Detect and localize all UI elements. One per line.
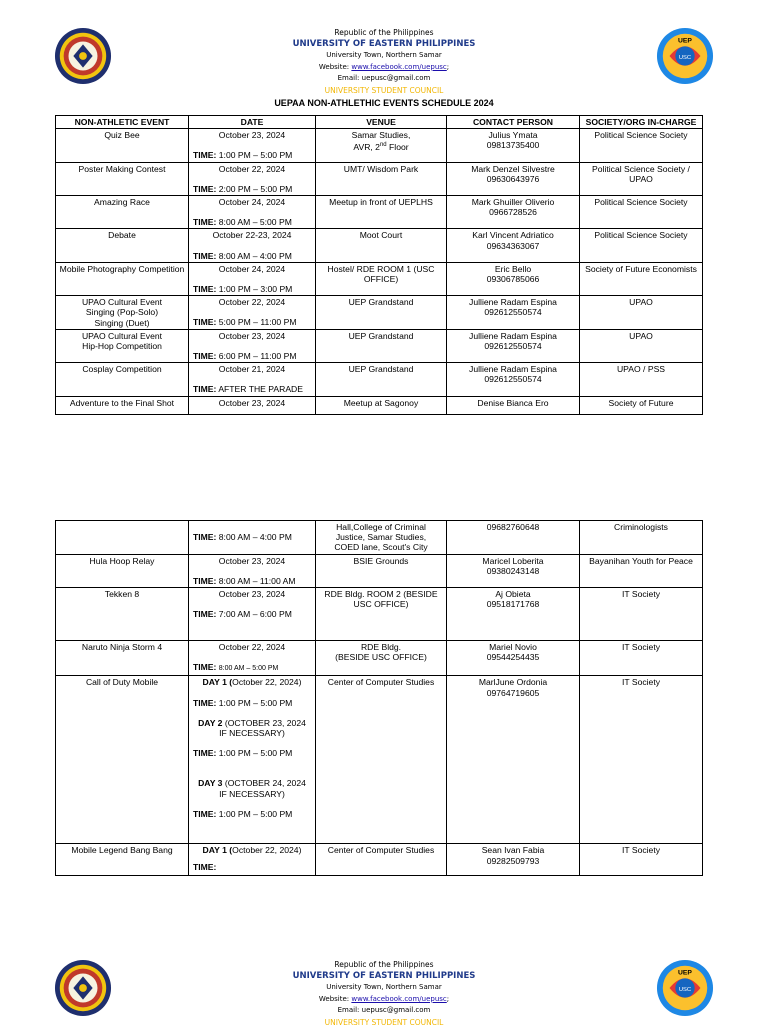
event-cell: Debate xyxy=(56,229,189,262)
letterhead-repeat xyxy=(0,959,768,1028)
org-cell: IT Society xyxy=(580,641,703,676)
venue-cell: Hall,College of Criminal Justice, Samar Studies, COED lane, Scout's City xyxy=(316,521,447,555)
contact-cell: Mark Ghuiller Oliverio 0966728526 xyxy=(447,196,580,229)
org-cell: UPAO / PSS xyxy=(580,363,703,396)
org-cell: Society of Future Economists xyxy=(580,262,703,295)
event-cell: Mobile Legend Bang Bang xyxy=(56,844,189,876)
venue-cell: Meetup at Sagonoy xyxy=(316,396,447,414)
contact-cell: Karl Vincent Adriatico 09634363067 xyxy=(447,229,580,262)
venue-cell: UEP Grandstand xyxy=(316,329,447,362)
svg-text:UEP: UEP xyxy=(678,969,692,976)
contact-cell: Denise Bianca Ero xyxy=(447,396,580,414)
university-name: UNIVERSITY OF EASTERN PHILIPPINES xyxy=(0,39,768,51)
table-row xyxy=(56,363,703,396)
table-row xyxy=(56,396,703,414)
org-cell: Political Science Society xyxy=(580,196,703,229)
document-title: UEPAA NON-ATHLETHIC EVENTS SCHEDULE 2024 xyxy=(0,98,768,108)
org-cell: Political Science Society xyxy=(580,229,703,262)
org-cell: Political Science Society xyxy=(580,129,703,162)
event-cell: Quiz Bee xyxy=(56,129,189,162)
event-cell: Tekken 8 xyxy=(56,588,189,641)
table-row xyxy=(56,162,703,195)
email-line: Email: uepusc@gmail.com xyxy=(0,1005,768,1017)
date-cell: October 24, 2024 TIME: 1:00 PM – 3:00 PM xyxy=(189,262,316,295)
contact-cell: Julliene Radam Espina 092612550574 xyxy=(447,329,580,362)
col-header-venue: VENUE xyxy=(316,116,447,129)
venue-cell: Moot Court xyxy=(316,229,447,262)
date-cell: October 22, 2024 TIME: 8:00 AM – 5:00 PM xyxy=(189,641,316,676)
date-cell: October 23, 2024 TIME: 7:00 AM – 6:00 PM xyxy=(189,588,316,641)
date-cell: October 23, 2024 TIME: 8:00 AM – 11:00 AM xyxy=(189,554,316,587)
venue-cell: Samar Studies, AVR, 2nd Floor xyxy=(316,129,447,162)
col-header-event: NON-ATHLETIC EVENT xyxy=(56,116,189,129)
contact-cell: Aj Obieta 09518171768 xyxy=(447,588,580,641)
table-row xyxy=(56,676,703,844)
table-header-row xyxy=(56,116,703,129)
website-line: Website: www.facebook.com/uepusc; xyxy=(0,62,768,74)
svg-text:USC: USC xyxy=(679,55,691,61)
event-cell xyxy=(56,521,189,555)
email-line: Email: uepusc@gmail.com xyxy=(0,73,768,85)
council-name: UNIVERSITY STUDENT COUNCIL xyxy=(0,85,768,97)
venue-cell: Center of Computer Studies xyxy=(316,844,447,876)
date-cell: October 22-23, 2024 TIME: 8:00 AM – 4:00 PM xyxy=(189,229,316,262)
org-cell: Criminologists xyxy=(580,521,703,555)
table-row xyxy=(56,521,703,555)
org-cell: Bayanihan Youth for Peace xyxy=(580,554,703,587)
venue-cell: Meetup in front of UEPLHS xyxy=(316,196,447,229)
republic-line: Republic of the Philippines xyxy=(0,27,768,39)
contact-cell: Mark Denzel Silvestre 09630643976 xyxy=(447,162,580,195)
svg-text:USC: USC xyxy=(679,987,691,993)
venue-cell: Center of Computer Studies xyxy=(316,676,447,844)
col-header-org: SOCIETY/ORG IN-CHARGE xyxy=(580,116,703,129)
date-cell: DAY 1 (October 22, 2024) TIME: 1:00 PM – 5:00 PM DAY 2 (OCTOBER 23, 2024 IF NECESSARY) TIME: 1:00 PM – 5:00 PM DAY 3 (OCTOBER 24, 2024 IF NECESSARY) TIME: 1:00 PM – 5:00 PM xyxy=(189,676,316,844)
table-row xyxy=(56,554,703,587)
date-cell: October 23, 2024 TIME: 1:00 PM – 5:00 PM xyxy=(189,129,316,162)
republic-line: Republic of the Philippines xyxy=(0,959,768,971)
org-cell: IT Society xyxy=(580,588,703,641)
table-row xyxy=(56,262,703,295)
contact-cell: Julius Ymata 09813735400 xyxy=(447,129,580,162)
table-row xyxy=(56,296,703,330)
website-link[interactable]: www.facebook.com/uepusc xyxy=(351,63,446,71)
table-row xyxy=(56,129,703,162)
venue-cell: RDE Bldg. (BESIDE USC OFFICE) xyxy=(316,641,447,676)
events-table xyxy=(55,115,703,415)
university-name: UNIVERSITY OF EASTERN PHILIPPINES xyxy=(0,971,768,983)
event-cell: Cosplay Competition xyxy=(56,363,189,396)
letterhead xyxy=(0,27,768,96)
svg-text:UEP: UEP xyxy=(678,37,692,44)
website-link[interactable]: www.facebook.com/uepusc xyxy=(351,995,446,1003)
contact-cell: MarlJune Ordonia 09764719605 xyxy=(447,676,580,844)
venue-cell: BSIE Grounds xyxy=(316,554,447,587)
col-header-contact: CONTACT PERSON xyxy=(447,116,580,129)
contact-cell: 09682760648 xyxy=(447,521,580,555)
venue-cell: RDE Bldg. ROOM 2 (BESIDE USC OFFICE) xyxy=(316,588,447,641)
table-row xyxy=(56,641,703,676)
event-cell: Naruto Ninja Storm 4 xyxy=(56,641,189,676)
date-cell: October 23, 2024 xyxy=(189,396,316,414)
event-cell: UPAO Cultural Event Hip-Hop Competition xyxy=(56,329,189,362)
org-cell: UPAO xyxy=(580,329,703,362)
events-table-continued xyxy=(55,520,703,876)
contact-cell: Julliene Radam Espina 092612550574 xyxy=(447,363,580,396)
event-cell: Adventure to the Final Shot xyxy=(56,396,189,414)
event-cell: UPAO Cultural Event Singing (Pop-Solo) Singing (Duet) xyxy=(56,296,189,330)
date-cell: October 24, 2024 TIME: 8:00 AM – 5:00 PM xyxy=(189,196,316,229)
event-cell: Amazing Race xyxy=(56,196,189,229)
venue-cell: UEP Grandstand xyxy=(316,363,447,396)
venue-cell: UEP Grandstand xyxy=(316,296,447,330)
table-row xyxy=(56,844,703,876)
event-cell: Poster Making Contest xyxy=(56,162,189,195)
university-town: University Town, Northern Samar xyxy=(0,982,768,994)
date-cell: October 23, 2024 TIME: 6:00 PM – 11:00 PM xyxy=(189,329,316,362)
date-cell: October 22, 2024 TIME: 2:00 PM – 5:00 PM xyxy=(189,162,316,195)
university-town: University Town, Northern Samar xyxy=(0,50,768,62)
contact-cell: Mariel Novio 09544254435 xyxy=(447,641,580,676)
venue-cell: Hostel/ RDE ROOM 1 (USC OFFICE) xyxy=(316,262,447,295)
date-cell: DAY 1 (October 22, 2024) TIME: xyxy=(189,844,316,876)
date-cell: October 22, 2024 TIME: 5:00 PM – 11:00 PM xyxy=(189,296,316,330)
venue-cell: UMT/ Wisdom Park xyxy=(316,162,447,195)
table-row xyxy=(56,588,703,641)
event-cell: Hula Hoop Relay xyxy=(56,554,189,587)
contact-cell: Sean Ivan Fabia 09282509793 xyxy=(447,844,580,876)
org-cell: Political Science Society / UPAO xyxy=(580,162,703,195)
date-cell: TIME: 8:00 AM – 4:00 PM xyxy=(189,521,316,555)
table-row xyxy=(56,196,703,229)
event-cell: Call of Duty Mobile xyxy=(56,676,189,844)
date-cell: October 21, 2024 TIME: AFTER THE PARADE xyxy=(189,363,316,396)
contact-cell: Julliene Radam Espina 092612550574 xyxy=(447,296,580,330)
org-cell: IT Society xyxy=(580,844,703,876)
page-2 xyxy=(0,430,768,1024)
page-1 xyxy=(0,0,768,430)
contact-cell: Maricel Loberita 09380243148 xyxy=(447,554,580,587)
table-row xyxy=(56,329,703,362)
col-header-date: DATE xyxy=(189,116,316,129)
council-name: UNIVERSITY STUDENT COUNCIL xyxy=(0,1017,768,1028)
website-line: Website: www.facebook.com/uepusc; xyxy=(0,994,768,1006)
org-cell: UPAO xyxy=(580,296,703,330)
contact-cell: Eric Bello 09306785066 xyxy=(447,262,580,295)
org-cell: Society of Future xyxy=(580,396,703,414)
org-cell: IT Society xyxy=(580,676,703,844)
table-row xyxy=(56,229,703,262)
event-cell: Mobile Photography Competition xyxy=(56,262,189,295)
